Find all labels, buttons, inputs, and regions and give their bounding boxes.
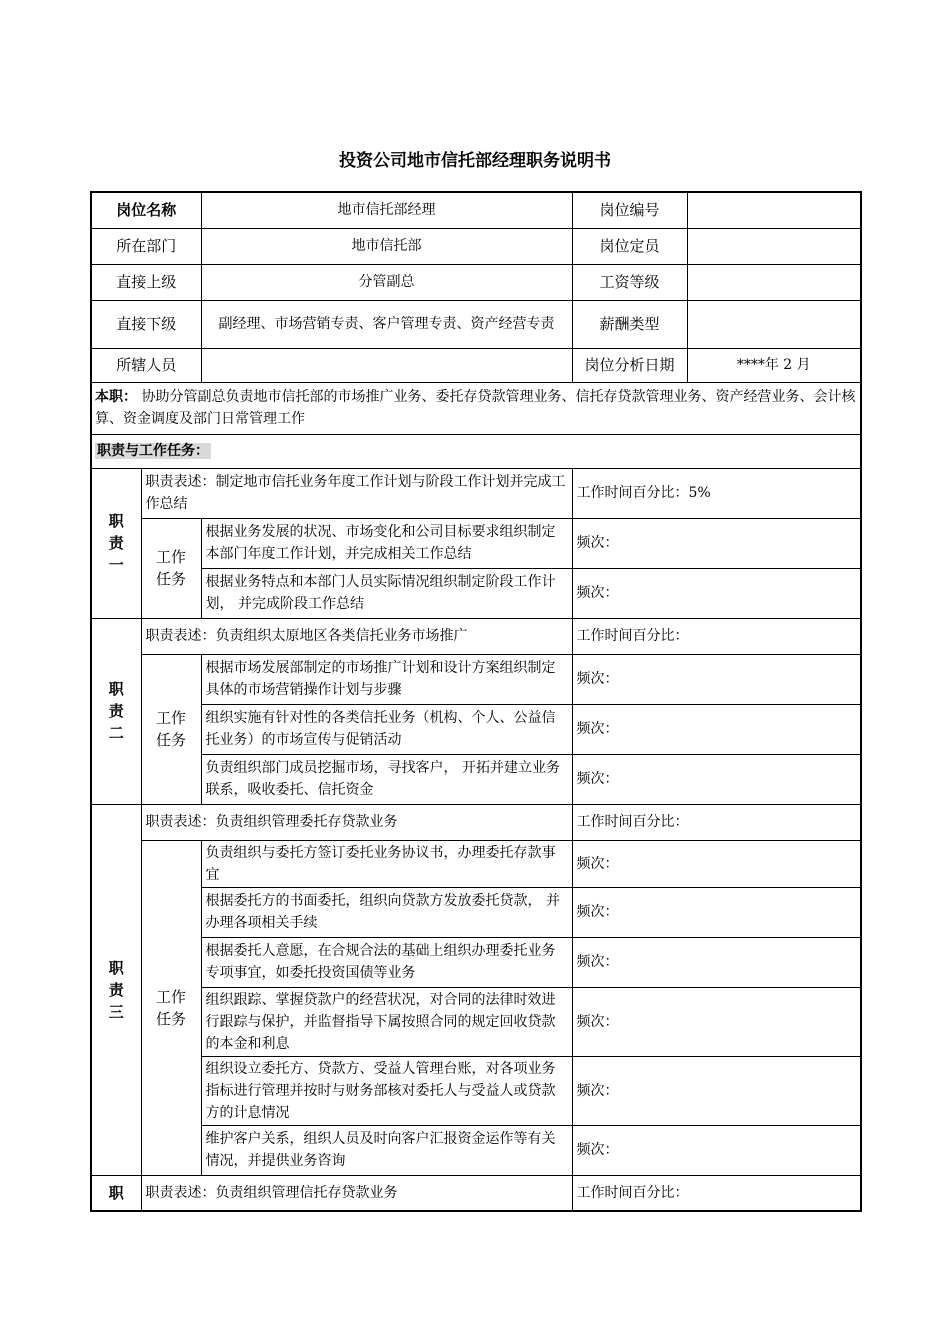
- duty-1-task-2-freq: 频次：: [572, 568, 861, 618]
- dept-value: 地市信托部: [201, 228, 572, 264]
- duty-4-name: 职: [91, 1175, 141, 1211]
- duty-2-task-3-text: 负责组织部门成员挖掘市场，寻找客户， 开拓并建立业务联系，吸收委托、信托资金: [201, 754, 572, 804]
- duty-2-statement: 职责表述：负责组织太原地区各类信托业务市场推广: [141, 618, 572, 654]
- post-name-value: 地市信托部经理: [201, 192, 572, 228]
- duty-3-task-1-text: 负责组织与委托方签订委托业务协议书，办理委托存款事宜: [201, 840, 572, 887]
- duty-3-statement: 职责表述：负责组织管理委托存贷款业务: [141, 804, 572, 840]
- duty-3-task-4-row: [91, 987, 861, 1056]
- staff-value: [201, 348, 572, 382]
- pay-type-value: [687, 300, 861, 348]
- duty-1-statement-row: [91, 468, 861, 518]
- quota-value: [687, 228, 861, 264]
- duty-3-task-3-text: 根据委托人意愿，在合规合法的基础上组织办理委托业务专项事宜，如委托投资国债等业务: [201, 937, 572, 987]
- duty-4-statement: 职责表述：负责组织管理信托存贷款业务: [141, 1175, 572, 1211]
- duty-3-task-5-text: 组织设立委托方、贷款方、受益人管理台账，对各项业务指标进行管理并按时与财务部核对委托人与受益人或贷款方的计息情况: [201, 1056, 572, 1125]
- duties-heading: 职责与工作任务：: [97, 443, 209, 459]
- summary-label: 本职：: [95, 389, 137, 405]
- duty-3-task-2-row: [91, 887, 861, 937]
- staff-label: 所辖人员: [91, 348, 201, 382]
- duties-heading-row: [91, 434, 861, 468]
- duty-2-task-2-text: 组织实施有针对性的各类信托业务（机构、个人、公益信托业务）的市场宣传与促销活动: [201, 704, 572, 754]
- duty-3-task-2-text: 根据委托方的书面委托，组织向贷款方发放委托贷款， 并办理各项相关手续: [201, 887, 572, 937]
- duty-3-task-1-row: [91, 840, 861, 887]
- duty-3-task-4-freq: 频次：: [572, 987, 861, 1056]
- duty-2-task-3-row: [91, 754, 861, 804]
- duty-1-task-2-row: [91, 568, 861, 618]
- duty-2-statement-row: [91, 618, 861, 654]
- duty-2-task-1-freq: 频次：: [572, 654, 861, 704]
- subordinate-value: 副经理、市场营销专责、客户管理专责、资产经营专责: [201, 300, 572, 348]
- duty-1-name: 职责一: [91, 468, 141, 618]
- duty-3-name: 职责三: [91, 804, 141, 1175]
- duty-3-task-label: 工作任务: [141, 840, 201, 1175]
- duty-1-task-1-row: [91, 518, 861, 568]
- info-row-dept: [91, 228, 861, 264]
- post-no-value: [687, 192, 861, 228]
- info-row-superior: [91, 264, 861, 300]
- duty-3-task-6-text: 维护客户关系，组织人员及时向客户汇报资金运作等有关情况，并提供业务咨询: [201, 1125, 572, 1175]
- duty-3-task-5-row: [91, 1056, 861, 1125]
- duty-4-percent: 工作时间百分比：: [572, 1175, 861, 1211]
- salary-grade-value: [687, 264, 861, 300]
- duty-3-task-6-row: [91, 1125, 861, 1175]
- post-no-label: 岗位编号: [572, 192, 687, 228]
- info-row-staff: [91, 348, 861, 382]
- duty-1-task-label: 工作任务: [141, 518, 201, 618]
- info-row-subordinate: [91, 300, 861, 348]
- duty-4-statement-row: [91, 1175, 861, 1211]
- duty-2-task-3-freq: 频次：: [572, 754, 861, 804]
- duty-1-task-2-text: 根据业务特点和本部门人员实际情况组织制定阶段工作计划， 并完成阶段工作总结: [201, 568, 572, 618]
- salary-grade-label: 工资等级: [572, 264, 687, 300]
- duty-1-percent: 工作时间百分比：5%: [572, 468, 861, 518]
- pay-type-label: 薪酬类型: [572, 300, 687, 348]
- duty-2-task-label: 工作任务: [141, 654, 201, 804]
- duty-1-task-1-freq: 频次：: [572, 518, 861, 568]
- duty-3-task-1-freq: 频次：: [572, 840, 861, 887]
- page-title: 投资公司地市信托部经理职务说明书: [339, 151, 611, 171]
- duty-3-task-3-row: [91, 937, 861, 987]
- duty-3-percent: 工作时间百分比：: [572, 804, 861, 840]
- duty-3-task-2-freq: 频次：: [572, 887, 861, 937]
- analysis-date-label: 岗位分析日期: [572, 348, 687, 382]
- summary-cell: [91, 382, 861, 434]
- superior-value: 分管副总: [201, 264, 572, 300]
- dept-label: 所在部门: [91, 228, 201, 264]
- duty-3-statement-row: [91, 804, 861, 840]
- duty-1-statement: 职责表述：制定地市信托业务年度工作计划与阶段工作计划并完成工作总结: [141, 468, 572, 518]
- duty-2-task-2-freq: 频次：: [572, 704, 861, 754]
- summary-row: [91, 382, 861, 434]
- duty-1-task-1-text: 根据业务发展的状况、市场变化和公司目标要求组织制定本部门年度工作计划，并完成相关工作总结: [201, 518, 572, 568]
- duty-3-task-3-freq: 频次：: [572, 937, 861, 987]
- duties-heading-cell: [91, 434, 861, 468]
- job-description-table: [90, 191, 862, 1212]
- duty-2-task-1-row: [91, 654, 861, 704]
- duty-3-task-4-text: 组织跟踪、掌握贷款户的经营状况，对合同的法律时效进行跟踪与保护，并监督指导下属按照合同的规定回收贷款的本金和利息: [201, 987, 572, 1056]
- superior-label: 直接上级: [91, 264, 201, 300]
- quota-label: 岗位定员: [572, 228, 687, 264]
- duty-3-task-6-freq: 频次：: [572, 1125, 861, 1175]
- analysis-date-value: ****年 2 月: [687, 348, 861, 382]
- duty-2-task-2-row: [91, 704, 861, 754]
- duty-2-name: 职责二: [91, 618, 141, 804]
- duty-2-task-1-text: 根据市场发展部制定的市场推广计划和设计方案组织制定具体的市场营销操作计划与步骤: [201, 654, 572, 704]
- duty-3-task-5-freq: 频次：: [572, 1056, 861, 1125]
- info-row-post-name: [91, 192, 861, 228]
- subordinate-label: 直接下级: [91, 300, 201, 348]
- summary-text: 协助分管副总负责地市信托部的市场推广业务、委托存贷款管理业务、信托存贷款管理业务、资产经营业务、会计核算、资金调度及部门日常管理工作: [95, 389, 856, 427]
- duty-2-percent: 工作时间百分比：: [572, 618, 861, 654]
- post-name-label: 岗位名称: [91, 192, 201, 228]
